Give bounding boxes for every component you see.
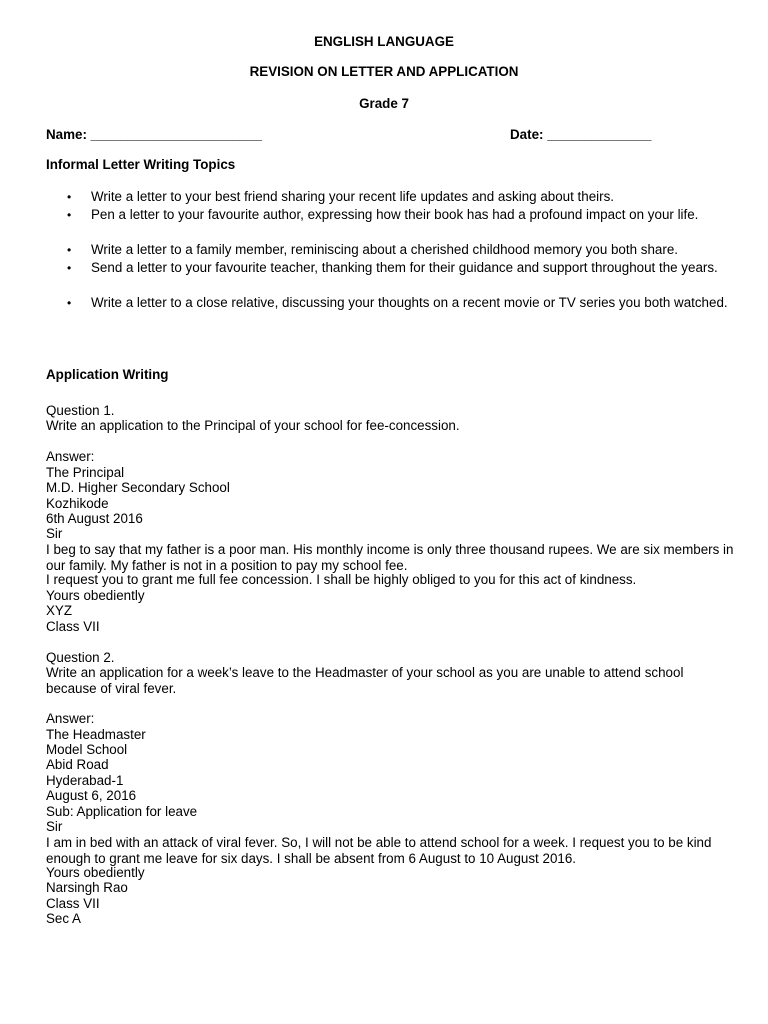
answer-1-closing: Yours obediently [46, 588, 145, 603]
question-1-prompt: Write an application to the Principal of your school for fee-concession. [46, 418, 460, 433]
answer-1-salutation: Sir [46, 526, 63, 541]
answer-2-closing: Yours obediently [46, 865, 145, 880]
answer-1-class: Class VII [46, 619, 100, 634]
answer-2-road: Abid Road [46, 757, 109, 772]
answer-1-date: 6th August 2016 [46, 511, 143, 526]
list-item: Write a letter to a family member, reminiscing about a cherished childhood memory you both share. [91, 242, 678, 257]
answer-1-body: I beg to say that my father is a poor man. His monthly income is only three thousand rupees. We are six members in our family. My father is not in a position to pay my school fee. [46, 542, 734, 573]
answer-1-signer: XYZ [46, 603, 73, 618]
question-2-prompt: Write an application for a week’s leave to the Headmaster of your school as you are unable to attend school because of viral fever. [46, 665, 684, 696]
answer-1-request: I request you to grant me full fee concession. I shall be highly obliged to you for this act of kindness. [46, 572, 637, 587]
answer-2-city: Hyderabad-1 [46, 773, 124, 788]
answer-2-school: Model School [46, 742, 128, 757]
document-title: REVISION ON LETTER AND APPLICATION [249, 64, 519, 79]
answer-2-salutation: Sir [46, 819, 63, 834]
bullet-icon: • [67, 296, 72, 310]
answer-2-recipient: The Headmaster [46, 727, 146, 742]
answer-2-section: Sec A [46, 911, 81, 926]
list-item: Write a letter to your best friend sharing your recent life updates and asking about theirs. [91, 189, 615, 204]
list-item: Write a letter to a close relative, discussing your thoughts on a recent movie or TV series you both watched. [91, 295, 728, 310]
answer-1-label: Answer: [46, 449, 95, 464]
answer-1-place: Kozhikode [46, 496, 109, 511]
subject-heading: ENGLISH LANGUAGE [314, 34, 454, 49]
application-writing-heading: Application Writing [46, 367, 169, 382]
list-item: Pen a letter to your favourite author, expressing how their book has had a profound impact on your life. [91, 207, 699, 222]
answer-2-subject: Sub: Application for leave [46, 804, 198, 819]
answer-2-date: August 6, 2016 [46, 788, 137, 803]
list-item: Send a letter to your favourite teacher, thanking them for their guidance and support throughout the years. [91, 260, 718, 275]
date-field: Date: ______________ [510, 127, 652, 142]
answer-2-class: Class VII [46, 896, 100, 911]
answer-2-body: I am in bed with an attack of viral fever. So, I will not be able to attend school for a week. I request you to be kind enough to grant me leave for six days. I shall be absent from 6 August to 10 August 2016. [46, 835, 712, 866]
grade-label: Grade 7 [359, 96, 409, 111]
answer-2-label: Answer: [46, 711, 95, 726]
informal-topics-heading: Informal Letter Writing Topics [46, 157, 236, 172]
bullet-icon: • [67, 261, 72, 275]
bullet-icon: • [67, 243, 72, 257]
name-field: Name: _______________________ [46, 127, 262, 142]
answer-2-signer: Narsingh Rao [46, 880, 128, 895]
bullet-icon: • [67, 208, 72, 222]
question-2-label: Question 2. [46, 650, 115, 665]
question-1-label: Question 1. [46, 403, 115, 418]
answer-1-school: M.D. Higher Secondary School [46, 480, 230, 495]
bullet-icon: • [67, 190, 72, 204]
answer-1-recipient: The Principal [46, 465, 125, 480]
